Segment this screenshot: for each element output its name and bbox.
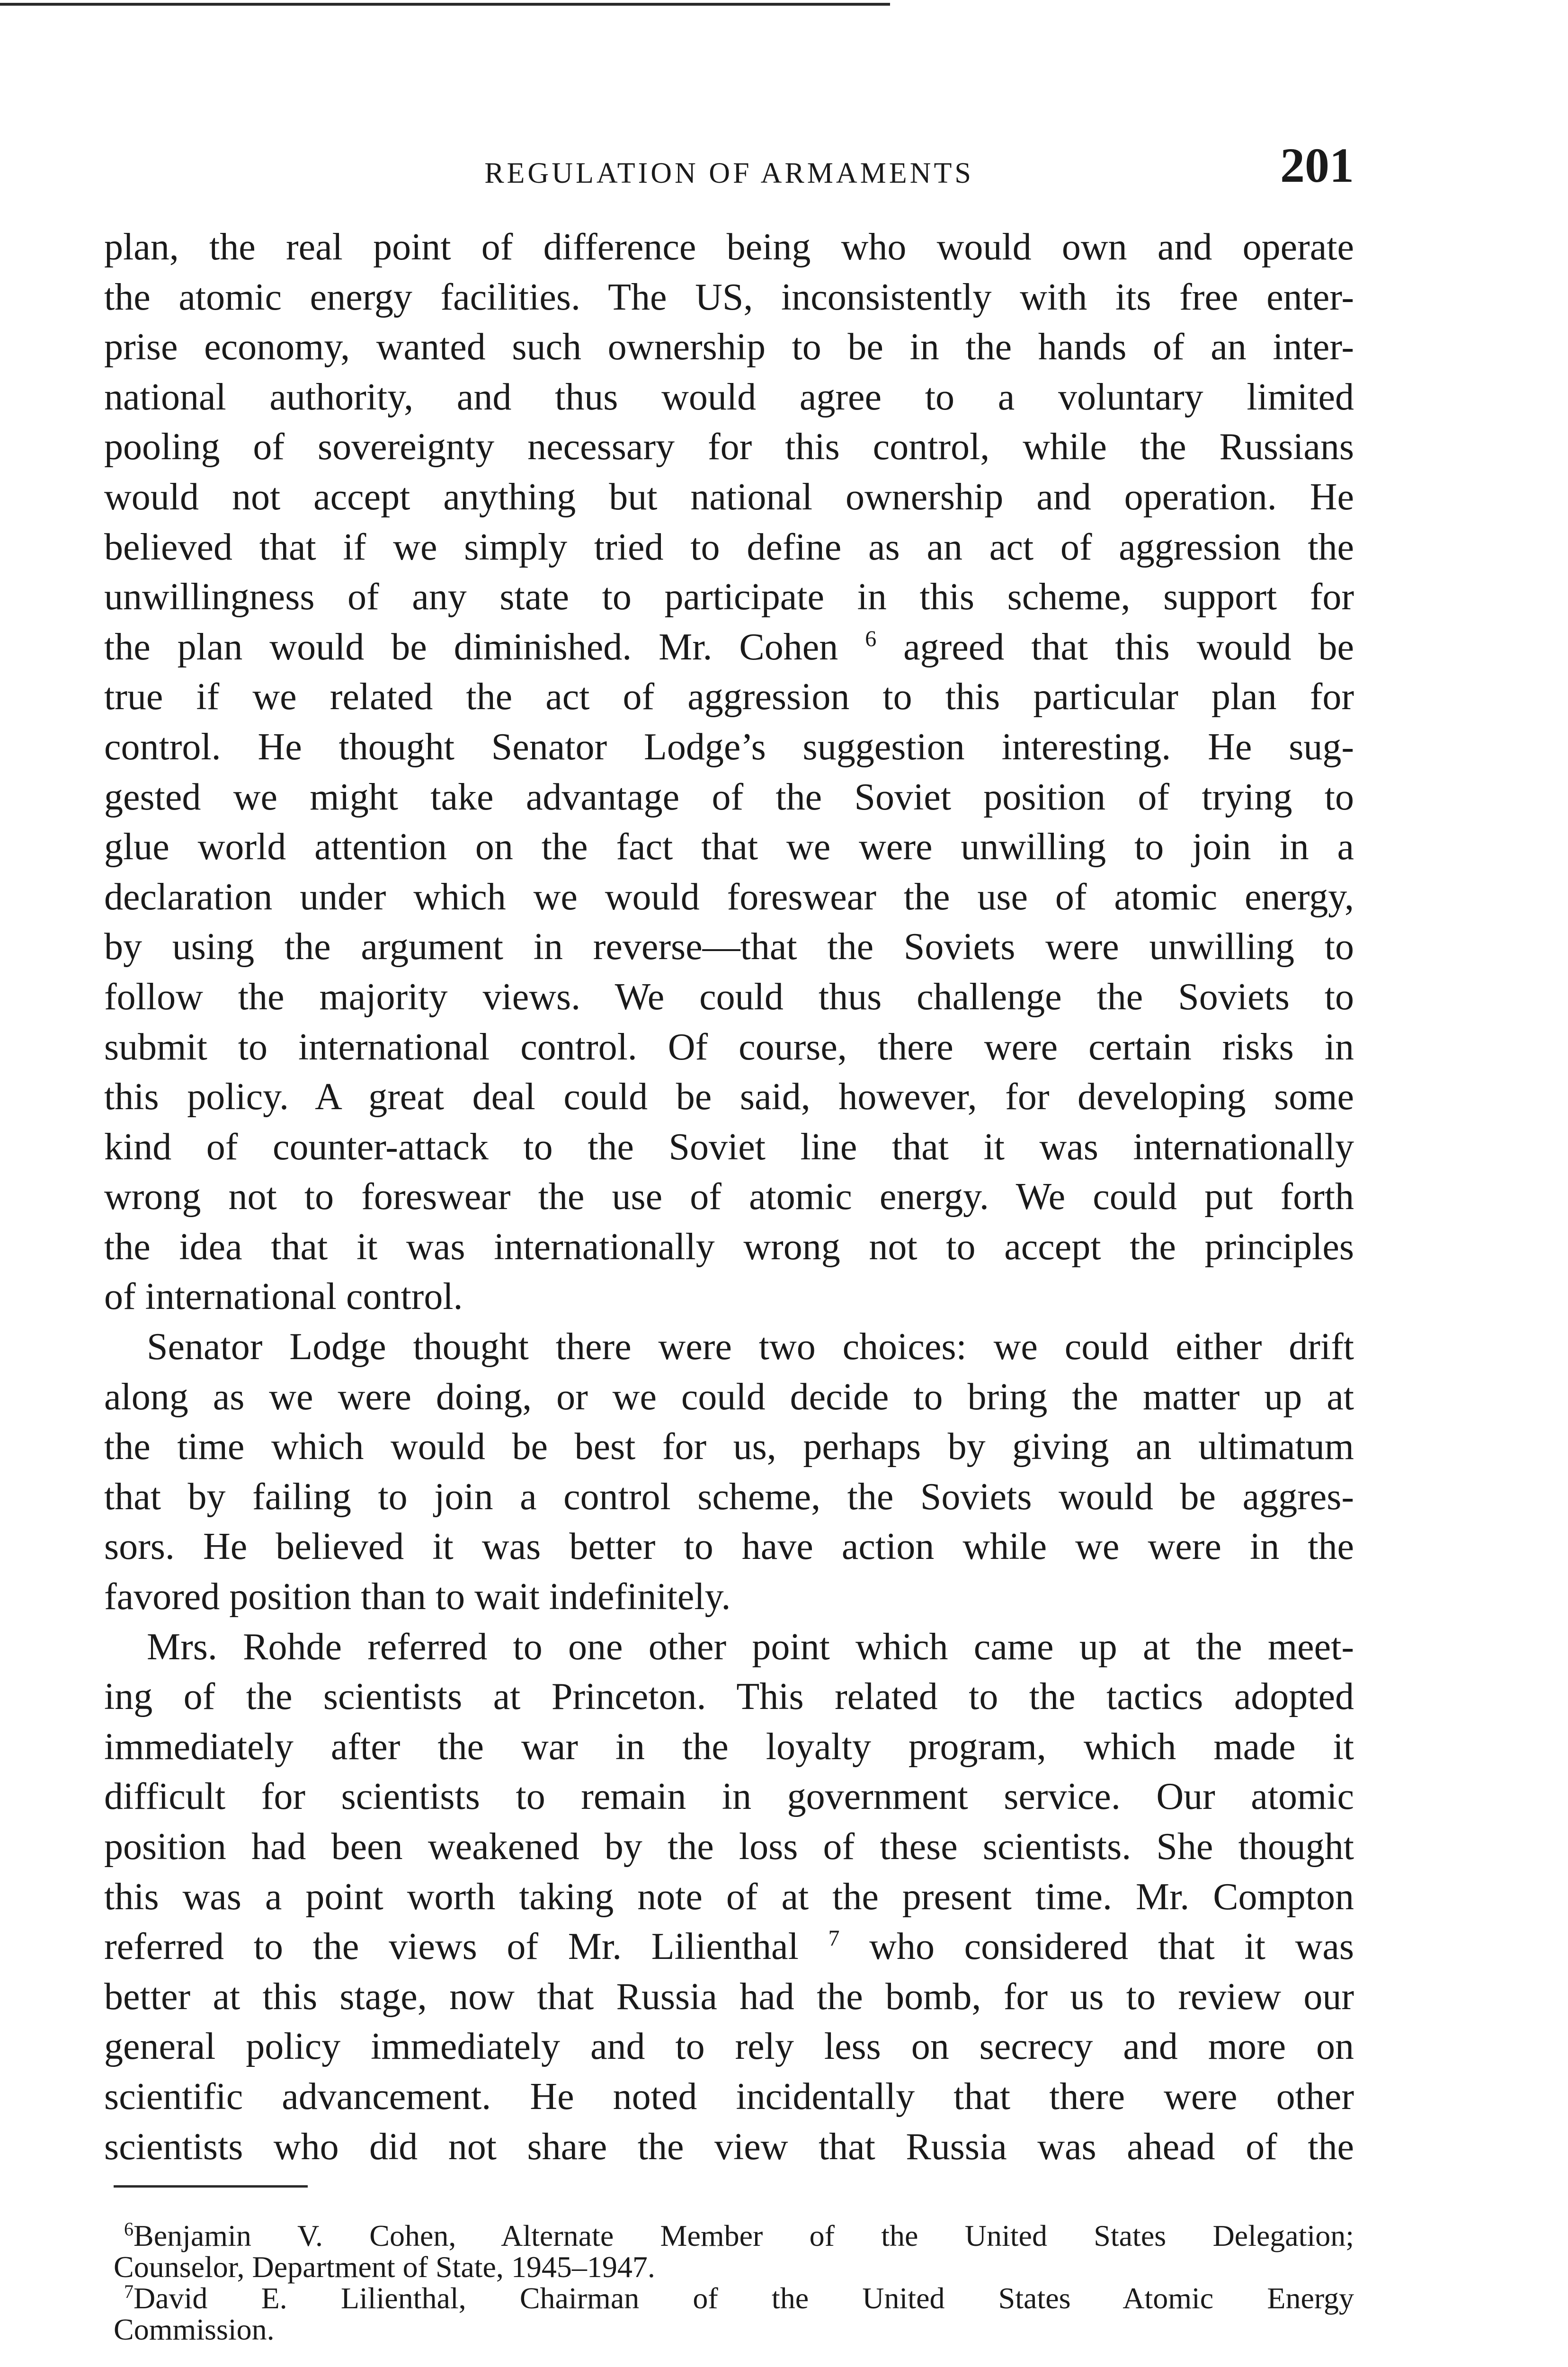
top-rule bbox=[0, 3, 890, 6]
paragraph-1 bbox=[104, 222, 1354, 1322]
footnote-text: David E. Lilienthal, Chairman of the United States Atomic Energy bbox=[134, 2281, 1354, 2315]
text-line: Senator Lodge thought there were two choices: we could either drift bbox=[147, 1326, 1354, 1368]
text-line: the time which would be best for us, perhaps by giving an ultimatum bbox=[104, 1426, 1354, 1468]
footnote-7 bbox=[114, 2283, 1354, 2345]
text-line: along as we were doing, or we could decide to bring the matter up at bbox=[104, 1376, 1354, 1418]
text-line: control. He thought Senator Lodge’s suggestion interesting. He sug- bbox=[104, 726, 1354, 768]
text-line: immediately after the war in the loyalty program, which made it bbox=[104, 1726, 1354, 1768]
running-title: REGULATION OF ARMAMENTS bbox=[484, 157, 974, 189]
text-line: kind of counter-attack to the Soviet line that it was internationally bbox=[104, 1126, 1354, 1168]
text-line: the atomic energy facilities. The US, inconsistently with its free enter- bbox=[104, 276, 1354, 318]
footnote-reference-7: 7 bbox=[828, 1926, 840, 1951]
paragraph-2 bbox=[104, 1322, 1354, 1622]
text-line: favored position than to wait indefinitely. bbox=[104, 1576, 731, 1618]
paragraph-3 bbox=[104, 1622, 1354, 2172]
running-head bbox=[104, 137, 1354, 194]
text-line: ing of the scientists at Princeton. This related to the tactics adopted bbox=[104, 1676, 1354, 1718]
text-line: prise economy, wanted such ownership to be in the hands of an inter- bbox=[104, 326, 1354, 368]
footnote-reference-6: 6 bbox=[865, 626, 877, 651]
footnote-line bbox=[114, 2283, 1354, 2314]
text-line: by using the argument in reverse—that the Soviets were unwilling to bbox=[104, 926, 1354, 968]
text-line: difficult for scientists to remain in government service. Our atomic bbox=[104, 1776, 1354, 1818]
text-line: plan, the real point of difference being who would own and operate bbox=[104, 226, 1354, 268]
footnote-6 bbox=[114, 2220, 1354, 2283]
text-line: Mrs. Rohde referred to one other point which came up at the meet- bbox=[147, 1626, 1354, 1668]
text-line: position had been weakened by the loss of these scientists. She thought bbox=[104, 1826, 1354, 1868]
text-line: scientific advancement. He noted incidentally that there were other bbox=[104, 2075, 1354, 2118]
text-line: of international control. bbox=[104, 1276, 463, 1318]
text-line: unwillingness of any state to participate in this scheme, support for bbox=[104, 576, 1354, 618]
text-line: this policy. A great deal could be said, however, for developing some bbox=[104, 1076, 1354, 1118]
text-line: glue world attention on the fact that we were unwilling to join in a bbox=[104, 826, 1354, 868]
text-line: general policy immediately and to rely less on secrecy and more on bbox=[104, 2026, 1354, 2068]
text-line: believed that if we simply tried to define as an act of aggression the bbox=[104, 526, 1354, 568]
footnote-line: Counselor, Department of State, 1945–1947. bbox=[114, 2250, 655, 2284]
text-line: the idea that it was internationally wrong not to accept the principles bbox=[104, 1226, 1354, 1268]
text-line-with-note-ref bbox=[104, 1922, 1354, 1972]
text-segment: who considered that it was bbox=[839, 1926, 1354, 1968]
text-line: pooling of sovereignty necessary for this control, while the Russians bbox=[104, 426, 1354, 468]
text-line: submit to international control. Of course, there were certain risks in bbox=[104, 1026, 1354, 1068]
footnote-rule bbox=[114, 2185, 308, 2188]
text-line: true if we related the act of aggression to this particular plan for bbox=[104, 676, 1354, 718]
text-line-with-note-ref bbox=[104, 623, 1354, 673]
text-line: sors. He believed it was better to have action while we were in the bbox=[104, 1526, 1354, 1568]
page-number: 201 bbox=[1280, 138, 1354, 193]
footnote-line: Commission. bbox=[114, 2313, 275, 2346]
text-line: national authority, and thus would agree to a voluntary limited bbox=[104, 376, 1354, 418]
footnote-marker: 7 bbox=[124, 2281, 134, 2302]
text-segment: agreed that this would be bbox=[876, 626, 1354, 668]
footnotes bbox=[114, 2220, 1354, 2345]
text-segment: the plan would be diminished. Mr. Cohen bbox=[104, 626, 865, 668]
text-line: wrong not to foreswear the use of atomic energy. We could put forth bbox=[104, 1176, 1354, 1218]
text-line: follow the majority views. We could thus challenge the Soviets to bbox=[104, 976, 1354, 1018]
text-line: declaration under which we would foreswear the use of atomic energy, bbox=[104, 876, 1354, 918]
text-line: better at this stage, now that Russia had the bomb, for us to review our bbox=[104, 1975, 1354, 2018]
text-segment: referred to the views of Mr. Lilienthal bbox=[104, 1926, 829, 1968]
text-line: that by failing to join a control scheme, the Soviets would be aggres- bbox=[104, 1476, 1354, 1518]
body-text bbox=[104, 222, 1354, 2172]
text-line: would not accept anything but national ownership and operation. He bbox=[104, 476, 1354, 518]
text-line: scientists who did not share the view that Russia was ahead of the bbox=[104, 2126, 1354, 2168]
footnote-text: Benjamin V. Cohen, Alternate Member of the United States Delegation; bbox=[134, 2219, 1354, 2252]
footnote-marker: 6 bbox=[124, 2218, 134, 2240]
text-line: gested we might take advantage of the Soviet position of trying to bbox=[104, 776, 1354, 818]
text-line: this was a point worth taking note of at the present time. Mr. Compton bbox=[104, 1876, 1354, 1918]
footnote-line bbox=[114, 2220, 1354, 2251]
